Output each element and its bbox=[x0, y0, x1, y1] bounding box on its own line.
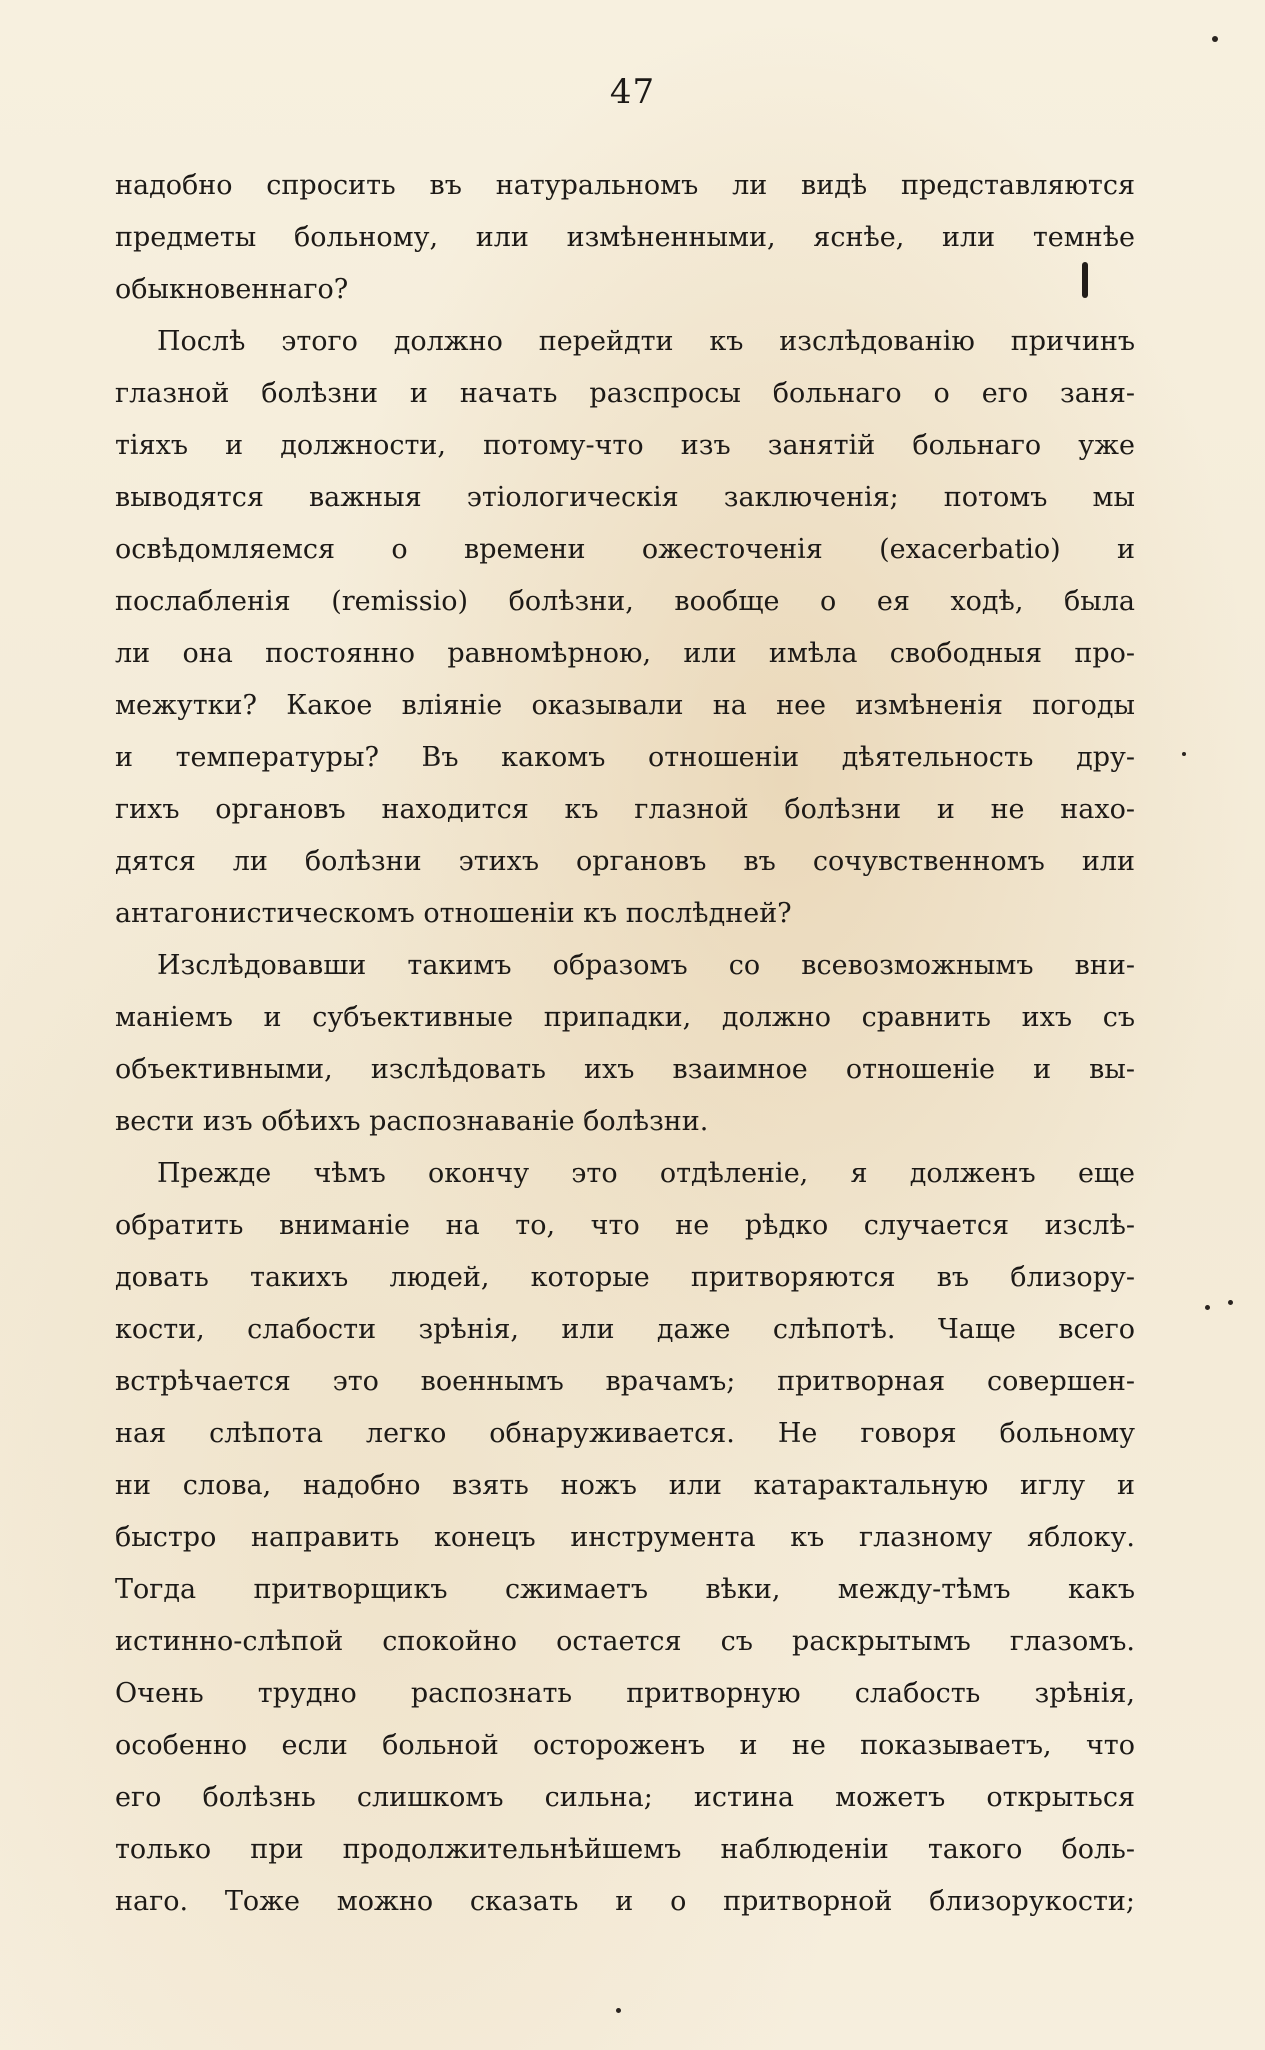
text-line: обратить вниманіе на то, что не рѣдко случается изслѣ- bbox=[115, 1210, 1135, 1241]
text-line: его болѣзнь слишкомъ сильна; истина можетъ открыться bbox=[115, 1782, 1135, 1813]
text-line: выводятся важныя этіологическія заключенія; потомъ мы bbox=[115, 482, 1135, 513]
paragraph-2 bbox=[115, 316, 1135, 940]
text-line: кости, слабости зрѣнія, или даже слѣпотѣ. Чаще всего bbox=[115, 1314, 1135, 1345]
body-text bbox=[115, 160, 1135, 1928]
paragraph-4 bbox=[115, 1148, 1135, 1928]
text-line: ни слова, надобно взять ножъ или катарактальную иглу и bbox=[115, 1470, 1135, 1501]
text-line: дятся ли болѣзни этихъ органовъ въ сочувственномъ или bbox=[115, 846, 1135, 877]
text-line: гихъ органовъ находится къ глазной болѣзни и не нахо- bbox=[115, 794, 1135, 825]
paragraph-3 bbox=[115, 940, 1135, 1148]
text-line: ли она постоянно равномѣрною, или имѣла свободныя про- bbox=[115, 638, 1135, 669]
text-line: маніемъ и субъективные припадки, должно сравнить ихъ съ bbox=[115, 1002, 1135, 1033]
ink-speck bbox=[1212, 36, 1218, 42]
text-line: Очень трудно распознать притворную слабость зрѣнія, bbox=[115, 1678, 1135, 1709]
text-line: обыкновеннаго? bbox=[115, 274, 349, 305]
text-line: Тогда притворщикъ сжимаетъ вѣки, между-тѣмъ какъ bbox=[115, 1574, 1135, 1605]
text-line: освѣдомляемся о времени ожесточенія (exacerbatio) и bbox=[115, 534, 1135, 565]
text-line: и температуры? Въ какомъ отношеніи дѣятельность дру- bbox=[115, 742, 1135, 773]
text-line: тіяхъ и должности, потому-что изъ занятій больнаго уже bbox=[115, 430, 1135, 461]
text-line: вести изъ обѣихъ распознаваніе болѣзни. bbox=[115, 1106, 709, 1137]
text-line: антагонистическомъ отношеніи къ послѣдней? bbox=[115, 898, 792, 929]
text-line: послабленія (remissio) болѣзни, вообще о ея ходѣ, была bbox=[115, 586, 1135, 617]
text-line: предметы больному, или измѣненными, яснѣе, или темнѣе bbox=[115, 222, 1135, 253]
ink-speck bbox=[616, 2008, 621, 2013]
text-line: довать такихъ людей, которые притворяются въ близору- bbox=[115, 1262, 1135, 1293]
text-line: глазной болѣзни и начать разспросы больнаго о его заня- bbox=[115, 378, 1135, 409]
text-line: надобно спросить въ натуральномъ ли видѣ представляются bbox=[115, 170, 1135, 201]
ink-speck bbox=[1182, 752, 1186, 756]
text-line: особенно если больной остороженъ и не показываетъ, что bbox=[115, 1730, 1135, 1761]
text-line: встрѣчается это военнымъ врачамъ; притворная совершен- bbox=[115, 1366, 1135, 1397]
text-line: только при продолжительнѣйшемъ наблюденіи такого боль- bbox=[115, 1834, 1135, 1865]
ink-speck bbox=[1228, 1300, 1233, 1305]
text-line: ная слѣпота легко обнаруживается. Не говоря больному bbox=[115, 1418, 1135, 1449]
text-line: объективными, изслѣдовать ихъ взаимное отношеніе и вы- bbox=[115, 1054, 1135, 1085]
text-line: наго. Тоже можно сказать и о притворной близорукости; bbox=[115, 1886, 1135, 1917]
text-line: Послѣ этого должно перейдти къ изслѣдованію причинъ bbox=[157, 326, 1135, 357]
paragraph-1 bbox=[115, 160, 1135, 316]
ink-speck bbox=[1205, 1305, 1210, 1310]
text-line: быстро направить конецъ инструмента къ глазному яблоку. bbox=[115, 1522, 1135, 1553]
text-line: межутки? Какое вліяніе оказывали на нее измѣненія погоды bbox=[115, 690, 1135, 721]
page-number: 47 bbox=[609, 72, 656, 112]
text-line: истинно-слѣпой спокойно остается съ раскрытымъ глазомъ. bbox=[115, 1626, 1135, 1657]
text-line: Прежде чѣмъ окончу это отдѣленіе, я долженъ еще bbox=[157, 1158, 1135, 1189]
text-line: Изслѣдовавши такимъ образомъ со всевозможнымъ вни- bbox=[157, 950, 1135, 981]
